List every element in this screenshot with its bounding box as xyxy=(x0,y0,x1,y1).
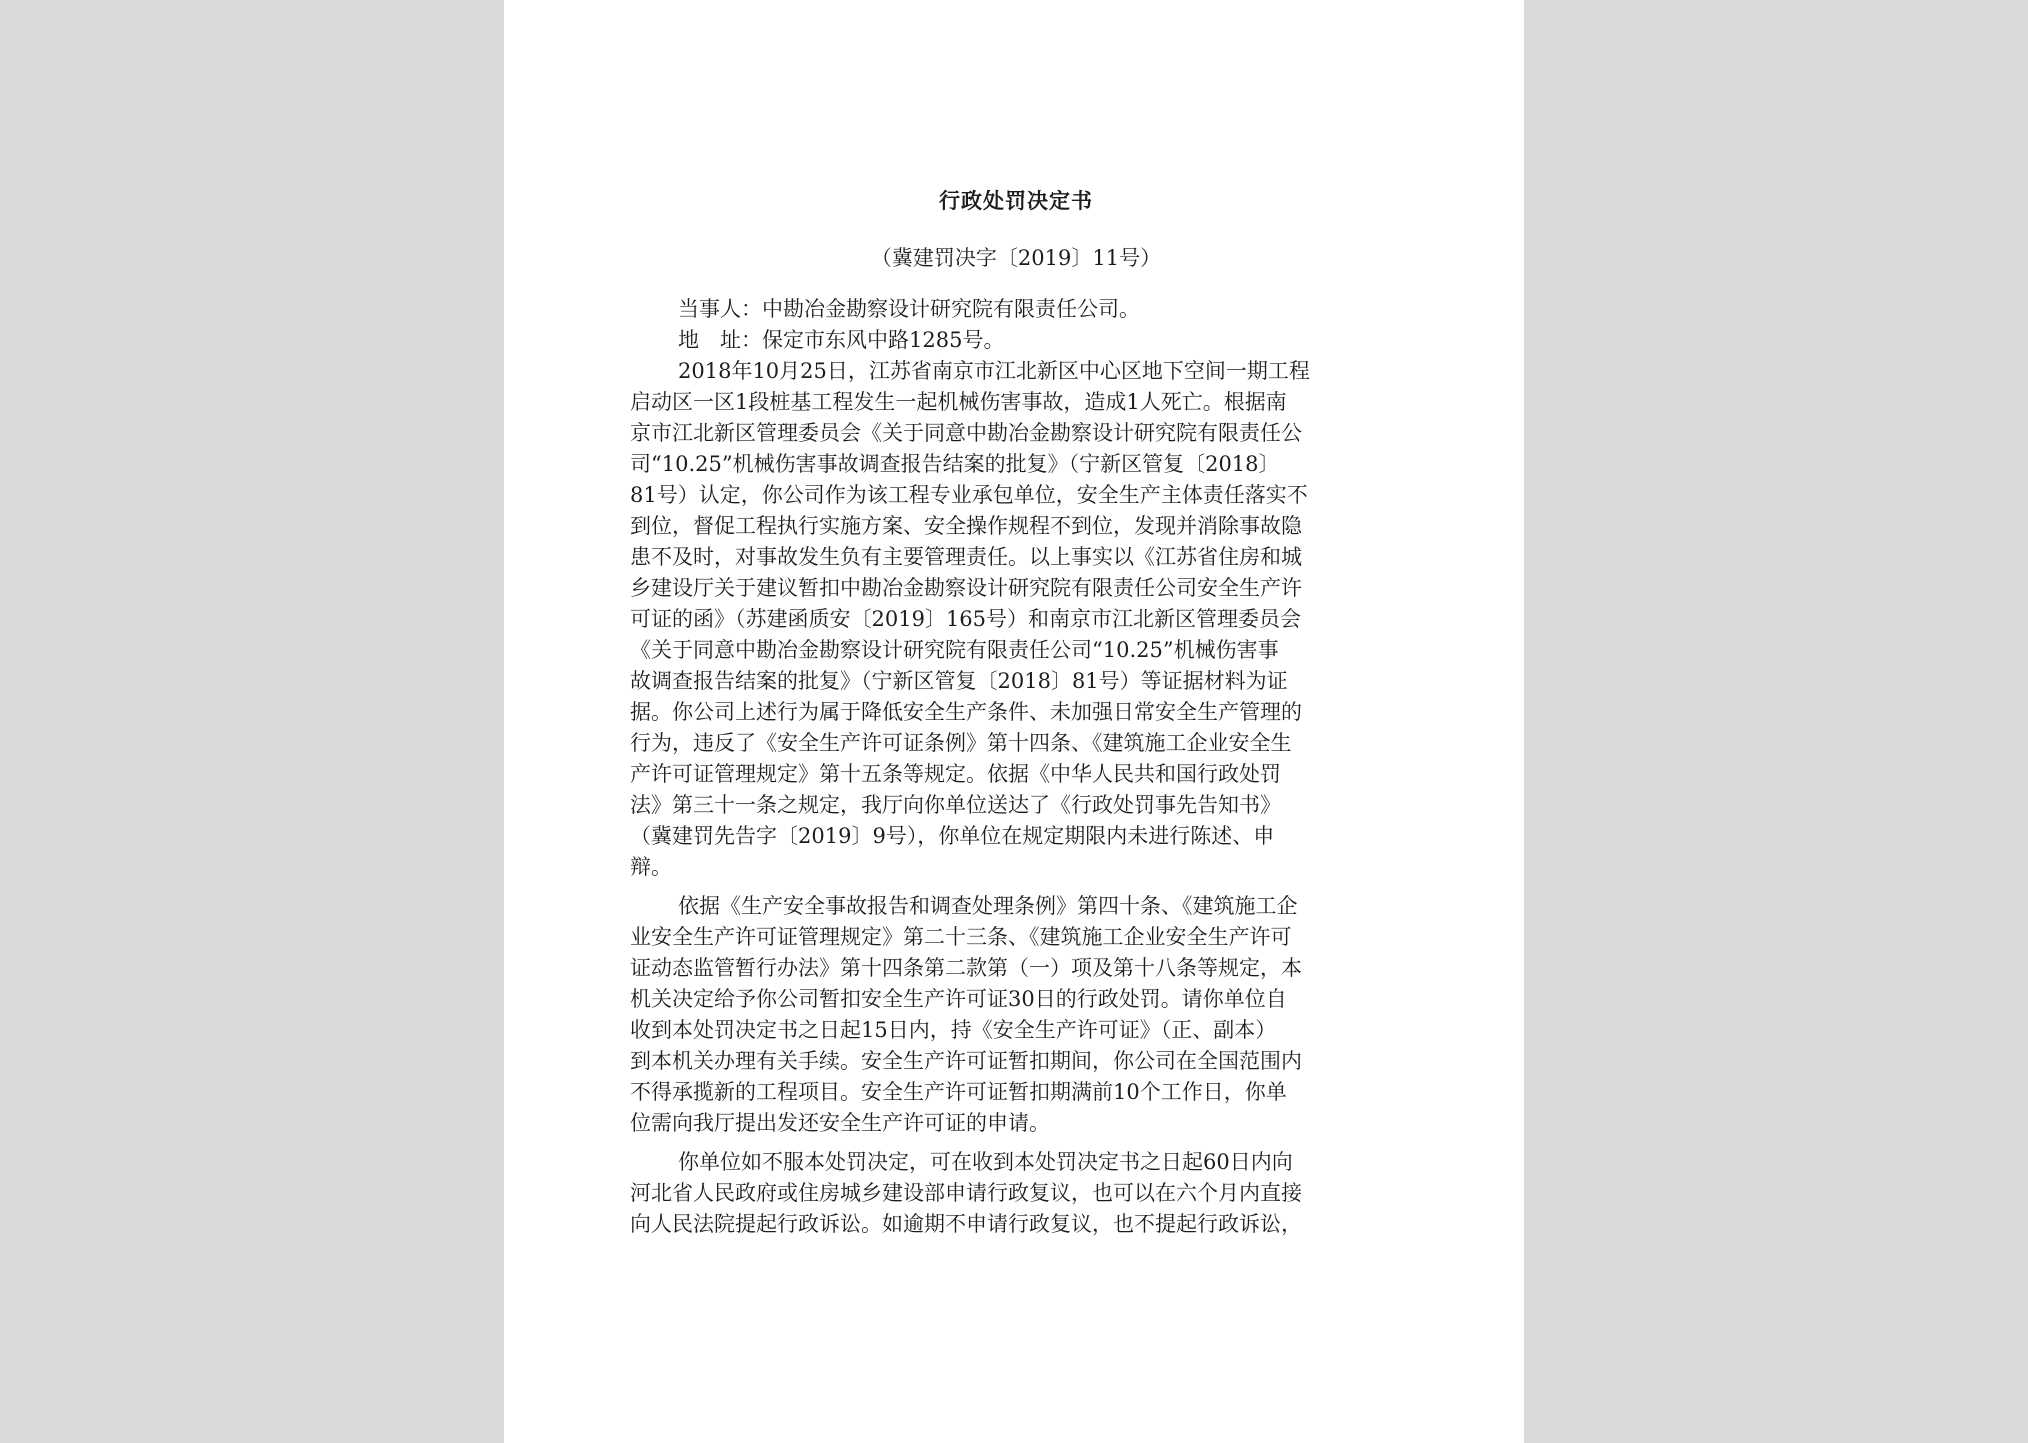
paragraph-line: 业安全生产许可证管理规定》第二十三条、《建筑施工企业安全生产许可 xyxy=(630,925,1292,949)
party-line: 当事人：中勘冶金勘察设计研究院有限责任公司。 xyxy=(678,297,1140,321)
paragraph-line: 京市江北新区管理委员会《关于同意中勘冶金勘察设计研究院有限责任公 xyxy=(630,421,1302,445)
paragraph-line: 辩。 xyxy=(630,855,672,879)
paragraph-line: 患不及时，对事故发生负有主要管理责任。以上事实以《江苏省住房和城 xyxy=(630,545,1302,569)
paragraph-line: 可证的函》（苏建函质安〔2019〕165号）和南京市江北新区管理委员会 xyxy=(630,607,1302,631)
paragraph-line: 法》第三十一条之规定，我厅向你单位送达了《行政处罚事先告知书》 xyxy=(630,793,1281,817)
paragraph-line: 到本机关办理有关手续。安全生产许可证暂扣期间，你公司在全国范围内 xyxy=(630,1049,1302,1073)
paragraph-line: 启动区一区1段桩基工程发生一起机械伤害事故，造成1人死亡。根据南 xyxy=(630,390,1287,414)
paragraph-line: 机关决定给予你公司暂扣安全生产许可证30日的行政处罚。请你单位自 xyxy=(630,987,1287,1011)
paragraph-appeal xyxy=(630,1147,1402,1240)
document-body xyxy=(630,294,1402,1240)
paragraph-line: 向人民法院提起行政诉讼。如逾期不申请行政复议，也不提起行政诉讼， xyxy=(630,1212,1302,1236)
paragraph-line: 不得承揽新的工程项目。安全生产许可证暂扣期满前10个工作日，你单 xyxy=(630,1080,1287,1104)
paragraph-line: 司“10.25”机械伤害事故调查报告结案的批复》（宁新区管复〔2018〕 xyxy=(630,452,1280,476)
paragraph-line: 乡建设厅关于建议暂扣中勘冶金勘察设计研究院有限责任公司安全生产许 xyxy=(630,576,1302,600)
paragraph-line: 故调查报告结案的批复》（宁新区管复〔2018〕81号）等证据材料为证 xyxy=(630,669,1288,693)
paragraph-penalty xyxy=(630,891,1402,1139)
paragraph-line: 2018年10月25日，江苏省南京市江北新区中心区地下空间一期工程 xyxy=(678,359,1310,383)
paragraph-line: 河北省人民政府或住房城乡建设部申请行政复议，也可以在六个月内直接 xyxy=(630,1181,1302,1205)
paragraph-line: 证动态监管暂行办法》第十四条第二款第（一）项及第十八条等规定，本 xyxy=(630,956,1302,980)
paragraph-line: 到位，督促工程执行实施方案、安全操作规程不到位，发现并消除事故隐 xyxy=(630,514,1302,538)
paragraph-line: 你单位如不服本处罚决定，可在收到本处罚决定书之日起60日内向 xyxy=(678,1150,1293,1174)
paragraph-line: 依据《生产安全事故报告和调查处理条例》第四十条、《建筑施工企 xyxy=(678,894,1298,918)
document-number: （冀建罚决字〔2019〕11号） xyxy=(870,246,1162,270)
paragraph-line: 收到本处罚决定书之日起15日内，持《安全生产许可证》（正、副本） xyxy=(630,1018,1277,1042)
paragraph-line: 位需向我厅提出发还安全生产许可证的申请。 xyxy=(630,1111,1050,1135)
paragraph-line: 产许可证管理规定》第十五条等规定。依据《中华人民共和国行政处罚 xyxy=(630,762,1281,786)
paragraph-facts xyxy=(630,356,1402,883)
paragraph-line: （冀建罚先告字〔2019〕9号），你单位在规定期限内未进行陈述、申 xyxy=(630,824,1275,848)
document-page xyxy=(504,0,1524,1443)
paragraph-line: 行为，违反了《安全生产许可证条例》第十四条、《建筑施工企业安全生 xyxy=(630,731,1292,755)
address-line: 地 址：保定市东风中路1285号。 xyxy=(678,328,1005,352)
paragraph-line: 据。你公司上述行为属于降低安全生产条件、未加强日常安全生产管理的 xyxy=(630,700,1302,724)
paragraph-line: 81号）认定，你公司作为该工程专业承包单位，安全生产主体责任落实不 xyxy=(630,483,1308,507)
paragraph-line: 《关于同意中勘冶金勘察设计研究院有限责任公司“10.25”机械伤害事 xyxy=(630,638,1279,662)
document-title: 行政处罚决定书 xyxy=(939,188,1093,213)
